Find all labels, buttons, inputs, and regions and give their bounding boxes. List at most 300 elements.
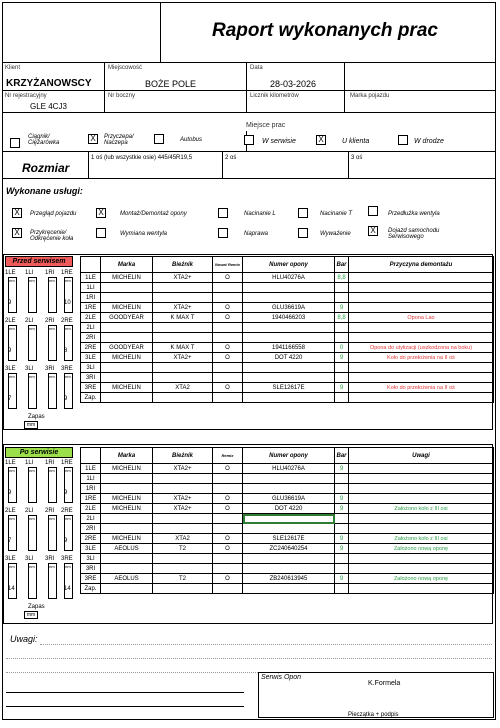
marka-cell[interactable]: MICHELIN (101, 383, 153, 393)
nowa-cell[interactable] (213, 554, 243, 564)
bar-cell[interactable]: 9 (335, 494, 349, 504)
table-row (81, 484, 494, 494)
bar-cell[interactable] (335, 293, 349, 303)
bar-cell[interactable]: 9 (335, 534, 349, 544)
nowa-cell[interactable]: O (213, 494, 243, 504)
col-bar: Bar (335, 257, 349, 273)
notes-label: Uwagi: (10, 634, 38, 644)
report-title: Raport wykonanych prac (212, 20, 438, 41)
city-value: BOŻE POLE (145, 79, 197, 89)
bieznik-cell[interactable] (153, 283, 213, 293)
numer-cell[interactable]: HLU40276A (243, 273, 335, 283)
pos-cell: Zap. (81, 584, 101, 594)
svc-label-2: Nacinanie L (244, 211, 276, 217)
table-row (81, 564, 494, 574)
pos-cell: 2RE (81, 343, 101, 353)
bieznik-cell[interactable]: XTA2+ (153, 494, 213, 504)
after-service-table (80, 447, 494, 594)
client-value: KRZYŻANOWSCY (6, 78, 92, 89)
numer-cell[interactable]: SLE12617E (243, 534, 335, 544)
bieznik-cell[interactable] (153, 584, 213, 594)
tire-position-label: 1LE (5, 270, 16, 276)
table-row (81, 393, 494, 403)
tread-depth-value: 9 (8, 348, 12, 354)
tire-position-label: 1RE (61, 270, 73, 276)
marka-cell[interactable] (101, 293, 153, 303)
numer-cell[interactable] (243, 474, 335, 484)
tire-position-label: 1LE (5, 460, 16, 466)
mm-unit-label: mm (8, 516, 15, 521)
numer-cell[interactable]: ZB240613945 (243, 574, 335, 584)
note-cell[interactable]: Założono koło z III osi (349, 534, 494, 544)
col-uwagi: Uwagi (349, 448, 494, 464)
pos-cell: 1RI (81, 484, 101, 494)
bar-cell[interactable] (335, 363, 349, 373)
table-row (81, 323, 494, 333)
bieznik-cell[interactable] (153, 373, 213, 383)
mm-unit-label: mm (64, 516, 71, 521)
tread-depth-value: 14 (64, 586, 71, 592)
bieznik-cell[interactable]: T2 (153, 574, 213, 584)
marka-cell[interactable] (101, 564, 153, 574)
numer-cell[interactable] (243, 564, 335, 574)
bieznik-cell[interactable]: XTA2+ (153, 303, 213, 313)
nowa-cell[interactable] (213, 474, 243, 484)
marka-cell[interactable] (101, 554, 153, 564)
bar-cell[interactable]: 0 (335, 343, 349, 353)
marka-cell[interactable]: GOODYEAR (101, 343, 153, 353)
bieznik-cell[interactable] (153, 293, 213, 303)
note-cell[interactable] (349, 494, 494, 504)
bieznik-cell[interactable] (153, 514, 213, 524)
tire-position-label: 1RI (45, 270, 55, 276)
nowa-cell[interactable] (213, 584, 243, 594)
table-row (81, 534, 494, 544)
pos-cell: 2LI (81, 323, 101, 333)
tire-position-label: 3RI (45, 366, 55, 372)
spare-box: mm (24, 611, 38, 619)
numer-cell[interactable]: SLE12617E (243, 383, 335, 393)
bar-cell[interactable]: 9 (335, 544, 349, 554)
marka-cell[interactable] (101, 283, 153, 293)
numer-cell[interactable] (243, 333, 335, 343)
side-no-label: Nr boczny (108, 93, 136, 99)
numer-cell[interactable]: HLU40276A (243, 464, 335, 474)
client-label: Klient (5, 65, 21, 71)
note-cell[interactable] (349, 273, 494, 283)
note-cell[interactable] (349, 584, 494, 594)
bar-cell[interactable] (335, 514, 349, 524)
tire-position-label: 3LI (25, 366, 34, 372)
bieznik-cell[interactable]: XTA2+ (153, 464, 213, 474)
table-row (81, 554, 494, 564)
bar-cell[interactable]: 8,8 (335, 313, 349, 323)
marka-cell[interactable] (101, 333, 153, 343)
svc-checkbox-6[interactable] (96, 228, 106, 238)
note-cell[interactable] (349, 464, 494, 474)
bar-cell[interactable]: 9 (335, 464, 349, 474)
note-cell[interactable] (349, 393, 494, 403)
nowa-cell[interactable]: O (213, 273, 243, 283)
tire-position-label: 2LE (5, 508, 16, 514)
place-label-0: W serwisie (262, 138, 296, 145)
tire-position-label: 2RE (61, 318, 73, 324)
work-place-label: Miejsce prac (246, 122, 286, 129)
nowa-cell[interactable]: O (213, 544, 243, 554)
svc-checkbox-1[interactable]: X (96, 208, 106, 218)
bar-cell[interactable] (335, 524, 349, 534)
marka-cell[interactable]: MICHELIN (101, 464, 153, 474)
table-row (81, 273, 494, 283)
numer-cell[interactable] (243, 484, 335, 494)
table-row (81, 353, 494, 363)
mm-unit-label: mm (48, 564, 55, 569)
bieznik-cell[interactable] (153, 323, 213, 333)
mm-unit-label: mm (48, 468, 55, 473)
bieznik-cell[interactable]: XTA2 (153, 534, 213, 544)
numer-cell[interactable] (243, 373, 335, 383)
tread-depth-value: 10 (64, 300, 71, 306)
nowa-cell[interactable] (213, 524, 243, 534)
table-row (81, 524, 494, 534)
pos-cell: 2RI (81, 333, 101, 343)
mm-unit-label: mm (64, 326, 71, 331)
pos-cell: Zap. (81, 393, 101, 403)
numer-cell[interactable] (243, 283, 335, 293)
nowa-cell[interactable]: O (213, 383, 243, 393)
table-row (81, 504, 494, 514)
reg-value: GLE 4CJ3 (30, 102, 67, 111)
bieznik-cell[interactable]: XTA2+ (153, 353, 213, 363)
tread-depth-value: 9 (8, 490, 12, 496)
bieznik-cell[interactable] (153, 554, 213, 564)
numer-cell[interactable] (243, 323, 335, 333)
bieznik-cell[interactable] (153, 524, 213, 534)
nowa-cell[interactable] (213, 564, 243, 574)
tire-position-label: 3RE (61, 366, 73, 372)
note-cell[interactable] (349, 564, 494, 574)
bieznik-cell[interactable]: XTA2+ (153, 504, 213, 514)
mm-unit-label: mm (8, 374, 15, 379)
pos-cell: 3LI (81, 363, 101, 373)
bar-cell[interactable] (335, 323, 349, 333)
bieznik-cell[interactable]: K MAX T (153, 343, 213, 353)
service-label: Serwis Opon (261, 674, 302, 681)
note-cell[interactable] (349, 333, 494, 343)
note-cell[interactable]: Koło do przełożenia na II oś (349, 383, 494, 393)
table-row (81, 373, 494, 383)
nowa-cell[interactable] (213, 283, 243, 293)
svc-checkbox-2[interactable] (218, 208, 228, 218)
tread-depth-value: 14 (8, 586, 15, 592)
bar-cell[interactable] (335, 333, 349, 343)
bieznik-cell[interactable] (153, 484, 213, 494)
mm-unit-label: mm (48, 516, 55, 521)
date-label: Data (250, 65, 263, 71)
col-numer: Numer opony (243, 257, 335, 273)
svc-checkbox-0[interactable]: X (12, 208, 22, 218)
table-row (81, 544, 494, 554)
svc-label-1: Montaż/Demontaż opony (120, 211, 187, 217)
bar-cell[interactable]: 8,8 (335, 273, 349, 283)
spare-box: mm (24, 421, 38, 429)
svc-checkbox-7[interactable] (218, 228, 228, 238)
mm-unit-label: mm (48, 326, 55, 331)
note-cell[interactable] (349, 554, 494, 564)
marka-cell[interactable] (101, 474, 153, 484)
nowa-cell[interactable]: O (213, 343, 243, 353)
numer-cell[interactable] (243, 514, 335, 524)
vt-checkbox-2[interactable] (154, 134, 164, 144)
bar-cell[interactable]: 9 (335, 303, 349, 313)
place-label-1: U klienta (342, 138, 370, 145)
col-remix: Remix (213, 448, 243, 464)
note-cell[interactable]: Założono nową oponę (349, 574, 494, 584)
marka-cell[interactable] (101, 323, 153, 333)
svc-checkbox-4[interactable] (368, 206, 378, 216)
note-cell[interactable] (349, 303, 494, 313)
table-row (81, 333, 494, 343)
date-value: 28-03-2026 (270, 79, 317, 89)
note-cell[interactable] (349, 474, 494, 484)
svc-checkbox-3[interactable] (298, 208, 308, 218)
nowa-cell[interactable] (213, 333, 243, 343)
marka-cell[interactable] (101, 393, 153, 403)
place-checkbox-2[interactable] (398, 135, 408, 145)
numer-cell[interactable]: ZC240640254 (243, 544, 335, 554)
marka-cell[interactable] (101, 584, 153, 594)
marka-cell[interactable] (101, 484, 153, 494)
bieznik-cell[interactable]: XTA2+ (153, 273, 213, 283)
pos-cell: 1LI (81, 474, 101, 484)
col-nowa: Nowa/ Remix (213, 257, 243, 273)
numer-cell[interactable]: DOT 4220 (243, 353, 335, 363)
pos-cell: 1RE (81, 494, 101, 504)
tire-position-label: 3RI (45, 556, 55, 562)
numer-cell[interactable] (243, 363, 335, 373)
services-label: Wykonane usługi: (6, 186, 83, 196)
nowa-cell[interactable]: O (213, 303, 243, 313)
marka-cell[interactable]: MICHELIN (101, 273, 153, 283)
tire-position-label: 3LE (5, 366, 16, 372)
vt-checkbox-0[interactable] (10, 138, 20, 148)
tread-depth-value: 7 (8, 396, 12, 402)
svc-label-9: Dojazd samochodu Serwisowego (388, 228, 440, 240)
table-row (81, 363, 494, 373)
marka-cell[interactable]: GOODYEAR (101, 313, 153, 323)
nowa-cell[interactable]: O (213, 534, 243, 544)
marka-cell[interactable]: MICHELIN (101, 353, 153, 363)
nowa-cell[interactable] (213, 293, 243, 303)
table-row (81, 293, 494, 303)
nowa-cell[interactable]: O (213, 464, 243, 474)
pos-cell: 3LE (81, 544, 101, 554)
bieznik-cell[interactable] (153, 474, 213, 484)
tread-depth-value: 9 (64, 538, 68, 544)
numer-cell[interactable] (243, 584, 335, 594)
vt-label-0: Ciągnik/ Ciężarówka (28, 134, 60, 146)
brand-label: Marka pojazdu (350, 93, 390, 99)
note-cell[interactable]: Założono nową oponę (349, 544, 494, 554)
vt-checkbox-1[interactable]: X (88, 134, 98, 144)
place-checkbox-1[interactable]: X (316, 135, 326, 145)
bieznik-cell[interactable]: T2 (153, 544, 213, 554)
nowa-cell[interactable] (213, 514, 243, 524)
table-row (81, 313, 494, 323)
bar-cell[interactable] (335, 554, 349, 564)
pos-cell: 3LE (81, 353, 101, 363)
nowa-cell[interactable] (213, 373, 243, 383)
svc-label-5: Przykręcenie/ Odkręcenie koła (30, 230, 74, 242)
table-row (81, 383, 494, 393)
table-row (81, 494, 494, 504)
tire-position-label: 2RE (61, 508, 73, 514)
marka-cell[interactable] (101, 363, 153, 373)
bar-cell[interactable]: 9 (335, 353, 349, 363)
numer-cell[interactable]: DOT 4220 (243, 504, 335, 514)
marka-cell[interactable]: MICHELIN (101, 534, 153, 544)
note-cell[interactable] (349, 373, 494, 383)
mm-unit-label: mm (28, 468, 35, 473)
bar-cell[interactable]: 9 (335, 574, 349, 584)
numer-cell[interactable]: GLU36619A (243, 303, 335, 313)
note-cell[interactable] (349, 323, 494, 333)
tire-position-label: 2LI (25, 318, 34, 324)
pos-cell: 1LE (81, 273, 101, 283)
bieznik-cell[interactable] (153, 564, 213, 574)
stamp-label: Pieczątka + podpis (348, 712, 399, 718)
tire-position-label: 1RE (61, 460, 73, 466)
note-cell[interactable]: Koło do przełożenia na II oś (349, 353, 494, 363)
pos-cell: 1RI (81, 293, 101, 303)
col-bar: Bar (335, 448, 349, 464)
nowa-cell[interactable]: O (213, 313, 243, 323)
nowa-cell[interactable]: O (213, 504, 243, 514)
pos-cell: 3LI (81, 554, 101, 564)
numer-cell[interactable] (243, 524, 335, 534)
note-cell[interactable]: Opona Lao (349, 313, 494, 323)
mm-unit-label: mm (8, 326, 15, 331)
nowa-cell[interactable]: O (213, 353, 243, 363)
bieznik-cell[interactable] (153, 363, 213, 373)
tread-depth-value: 9 (64, 490, 68, 496)
nowa-cell[interactable] (213, 363, 243, 373)
mm-unit-label: mm (48, 278, 55, 283)
nowa-cell[interactable]: O (213, 574, 243, 584)
svc-checkbox-8[interactable] (298, 228, 308, 238)
numer-cell[interactable] (243, 554, 335, 564)
svc-label-4: Przedłużka wentyla (388, 211, 440, 217)
bar-cell[interactable] (335, 474, 349, 484)
before-service-title: Przed serwisem (5, 256, 73, 267)
marka-cell[interactable] (101, 373, 153, 383)
bieznik-cell[interactable]: K MAX T (153, 313, 213, 323)
note-cell[interactable] (349, 283, 494, 293)
bar-cell[interactable] (335, 584, 349, 594)
note-cell[interactable] (349, 514, 494, 524)
svc-checkbox-9[interactable]: X (368, 226, 378, 236)
numer-cell[interactable]: 1941166558 (243, 343, 335, 353)
note-cell[interactable] (349, 484, 494, 494)
bieznik-cell[interactable]: XTA2 (153, 383, 213, 393)
pos-cell: 2LE (81, 313, 101, 323)
marka-cell[interactable]: AEOLUS (101, 574, 153, 584)
tire-position-label: 1RI (45, 460, 55, 466)
after-service-title: Po serwisie (5, 447, 73, 458)
svc-checkbox-5[interactable]: X (12, 228, 22, 238)
pos-cell: 3RE (81, 574, 101, 584)
spare-label: Zapas (28, 604, 45, 610)
note-cell[interactable]: Opona do utylizacji (uszkodzona na boku) (349, 343, 494, 353)
col-bieznik: Bieżnik (153, 448, 213, 464)
numer-cell[interactable]: 1940466203 (243, 313, 335, 323)
bar-cell[interactable]: 9 (335, 504, 349, 514)
tire-position-label: 1LI (25, 460, 34, 466)
nowa-cell[interactable] (213, 393, 243, 403)
odometer-label: Licznik kilometrów (250, 93, 299, 99)
bar-cell[interactable] (335, 484, 349, 494)
size-axle-2: 2 oś (225, 155, 237, 161)
pos-cell: 2RE (81, 534, 101, 544)
size-label: Rozmiar (22, 161, 70, 175)
marka-cell[interactable]: AEOLUS (101, 544, 153, 554)
marka-cell[interactable]: MICHELIN (101, 494, 153, 504)
tire-position-label: 3LE (5, 556, 16, 562)
note-cell[interactable] (349, 363, 494, 373)
table-row (81, 474, 494, 484)
numer-cell[interactable] (243, 393, 335, 403)
numer-cell[interactable]: GLU36619A (243, 494, 335, 504)
tire-position-label: 3RE (61, 556, 73, 562)
tread-depth-value: 9 (8, 300, 12, 306)
nowa-cell[interactable] (213, 484, 243, 494)
tire-position-label: 3LI (25, 556, 34, 562)
bar-cell[interactable] (335, 283, 349, 293)
table-row (81, 584, 494, 594)
marka-cell[interactable]: MICHELIN (101, 303, 153, 313)
bieznik-cell[interactable] (153, 333, 213, 343)
bar-cell[interactable]: 9 (335, 383, 349, 393)
place-label-2: W drodze (414, 138, 444, 145)
mm-unit-label: mm (8, 564, 15, 569)
mm-unit-label: mm (64, 564, 71, 569)
mm-unit-label: mm (28, 564, 35, 569)
mm-unit-label: mm (64, 278, 71, 283)
col-przyczyna: Przyczyna demontażu (349, 257, 494, 273)
note-cell[interactable]: Założono koło z III osi (349, 504, 494, 514)
technician-name: K.Formela (368, 680, 401, 687)
mm-unit-label: mm (8, 278, 15, 283)
tread-depth-value: 8 (64, 348, 68, 354)
marka-cell[interactable]: MICHELIN (101, 504, 153, 514)
mm-unit-label: mm (28, 374, 35, 379)
svc-label-0: Przegląd pojazdu (30, 211, 77, 217)
pos-cell: 3RI (81, 564, 101, 574)
bar-cell[interactable] (335, 564, 349, 574)
bar-cell[interactable] (335, 393, 349, 403)
marka-cell[interactable] (101, 524, 153, 534)
bieznik-cell[interactable] (153, 393, 213, 403)
nowa-cell[interactable] (213, 323, 243, 333)
note-cell[interactable] (349, 293, 494, 303)
pos-cell: 1RE (81, 303, 101, 313)
numer-cell[interactable] (243, 293, 335, 303)
note-cell[interactable] (349, 524, 494, 534)
marka-cell[interactable] (101, 514, 153, 524)
place-checkbox-0[interactable] (244, 135, 254, 145)
col-marka: Marka (101, 257, 153, 273)
bar-cell[interactable] (335, 373, 349, 383)
